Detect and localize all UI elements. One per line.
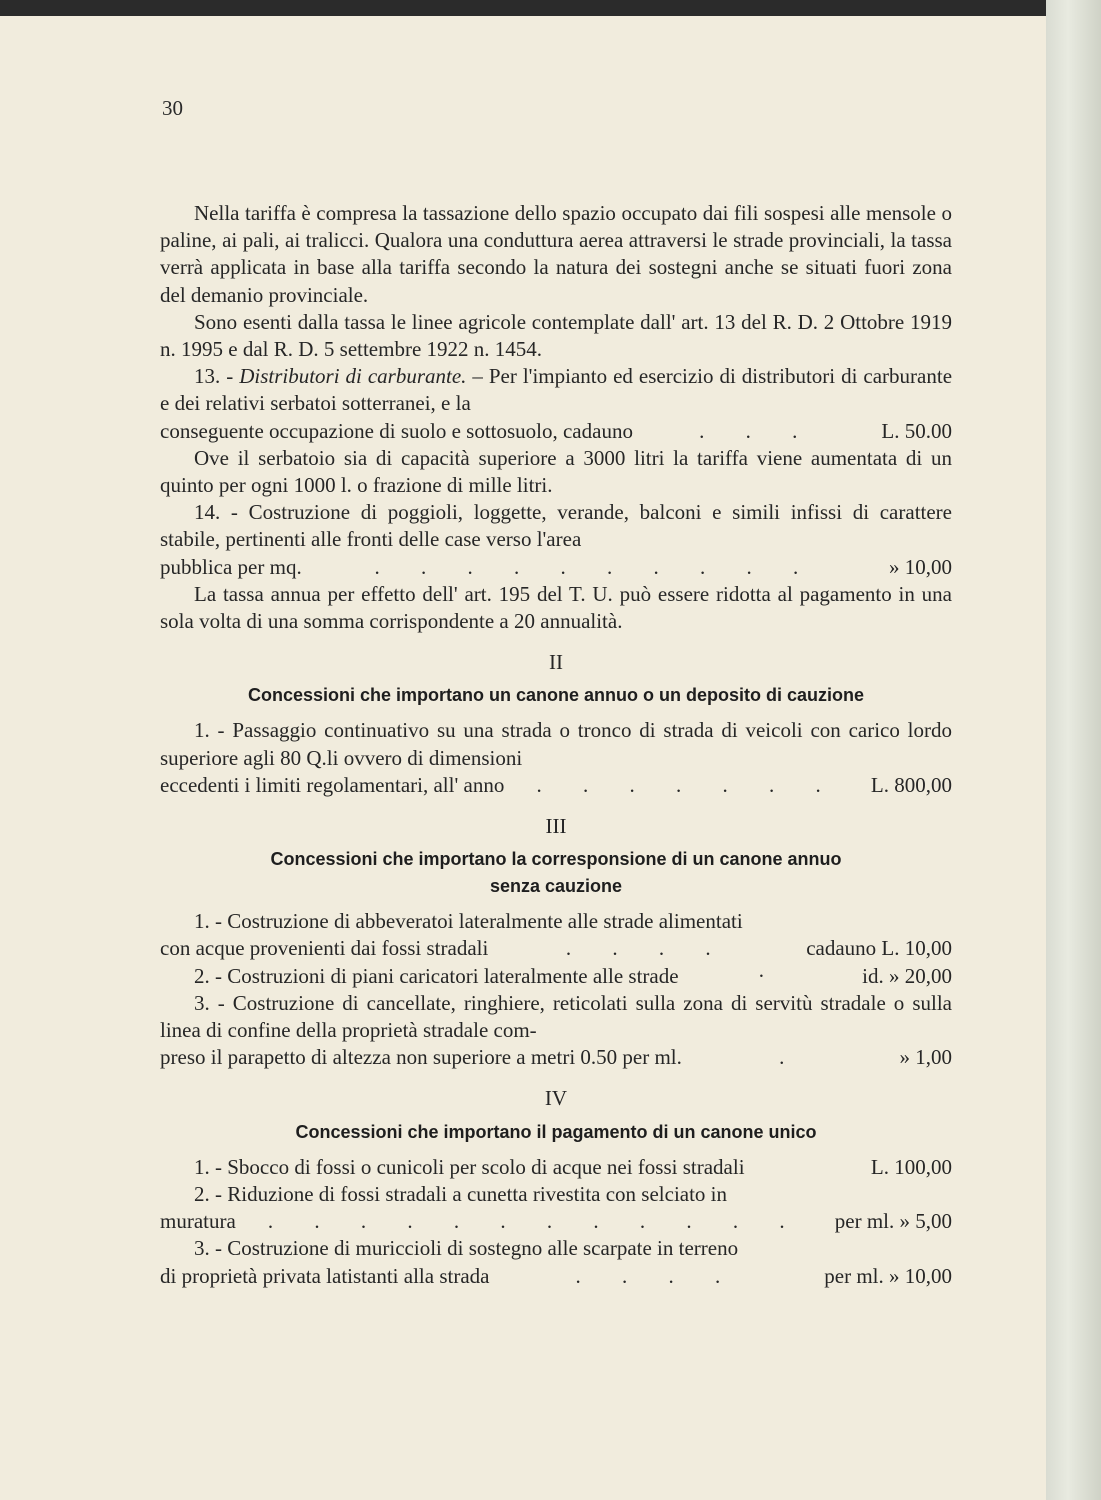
scan-background <box>0 0 1046 16</box>
item-13 <box>160 363 952 417</box>
section-4-item-2-unit: per ml. <box>834 1209 895 1234</box>
document-body <box>160 200 952 1290</box>
section-3-item-2-amount: » 20,00 <box>889 963 952 988</box>
item-13-last-line: conseguente occupazione di suolo e sottosuolo, cadauno <box>160 418 633 443</box>
section-3-item-2-text: 2. - Costruzioni di piani caricatori lateralmente alle strade <box>194 963 679 988</box>
item-13-number: 13. - <box>194 364 234 389</box>
section-4-item-1-text: 1. - Sbocco di fossi o cunicoli per scolo di acque nei fossi stradali <box>194 1154 745 1179</box>
section-3-item-1-price <box>806 935 952 962</box>
section-3-number: III <box>545 814 567 839</box>
item-13-price-row: conseguente occupazione di suolo e sottosuolo, cadauno . . . L. 50.00 <box>160 418 952 445</box>
next-page-edge <box>1046 0 1101 1500</box>
section-4-item-2-price <box>835 1208 952 1235</box>
section-4-item-3: 3. - Costruzione di muriccioli di sostegno alle scarpate in terreno <box>194 1236 739 1261</box>
section-4-item-3-unit: per ml. <box>824 1263 884 1288</box>
section-2-item-1: 1. - Passaggio continuativo su una strada o tronco di strada di veicoli con carico lordo superiore agli 80 Q.li ovvero di dimensioni <box>160 718 952 770</box>
paragraph-tank-capacity: Ove il serbatoio sia di capacità superiore a 3000 litri la tariffa viene aumentata di un quinto per ogni 1000 l. o frazione di mille litri. <box>160 445 952 498</box>
section-4-item-1-price-row <box>160 1154 952 1181</box>
section-3-item-2-price <box>862 963 952 990</box>
section-3-item-1-unit: cadauno <box>806 936 877 961</box>
item-14-price: » 10,00 <box>889 554 952 579</box>
section-3-heading <box>160 846 952 900</box>
item-13-title: Distributori di carburante. <box>239 364 467 389</box>
section-3-item-1: 1. - Costruzione di abbeveratoi lateralmente alle strade alimentati <box>194 909 743 934</box>
item-13-price: L. 50.00 <box>881 418 952 443</box>
section-3-item-3: 3. - Costruzione di cancellate, ringhiere, reticolati sulla zona di servitù stradale o sulla linea di confine della proprietà stradale com- <box>160 990 952 1043</box>
section-4-item-3-price-row: di proprietà privata latistanti alla strada . . . . per ml. » 10,00 <box>160 1263 952 1290</box>
section-2-item-1-last-line: eccedenti i limiti regolamentari, all' anno <box>160 772 505 797</box>
section-4-item-2: 2. - Riduzione di fossi stradali a cunetta rivestita con selciato in <box>194 1181 728 1206</box>
section-2-heading: Concessioni che importano un canone annuo o un deposito di cauzione <box>247 685 865 706</box>
item-14-price-row: pubblica per mq. . . . . . . . . . . » 10,00 <box>160 554 952 581</box>
section-3-item-1-last-line: con acque provenienti dai fossi stradali <box>160 936 489 961</box>
section-4-item-1-price: L. 100,00 <box>870 1154 952 1179</box>
section-4-heading: Concessioni che importano il pagamento di un canone unico <box>295 1121 817 1142</box>
item-14: 14. - Costruzione di poggioli, loggette, verande, balconi e simili infissi di carattere stabile, pertinenti alle fronti delle case verso l'area <box>160 500 952 552</box>
paragraph-annual-tax: La tassa annua per effetto dell' art. 195 del T. U. può essere ridotta al pagamento in una sola volta di una somma corrispondente a 20 annualità. <box>160 581 952 634</box>
section-2-item-1-price: L. 800,00 <box>870 772 952 797</box>
page-number: 30 <box>162 96 183 120</box>
section-4-item-2-amount: » 5,00 <box>899 1209 952 1234</box>
section-3-heading-line-2: senza cauzione <box>489 876 623 897</box>
item-14-last-line: pubblica per mq. <box>160 554 302 579</box>
section-3-item-1-price-row: con acque provenienti dai fossi stradali . . . . cadauno L. 10,00 <box>160 935 952 962</box>
paragraph-exemptions: Sono esenti dalla tassa le linee agricole contemplate dall' art. 13 del R. D. 2 Ottobre 1919 n. 1995 e dal R. D. 5 settembre 1922 n. 1454. <box>160 309 952 362</box>
section-3-item-1-amount: L. 10,00 <box>881 936 952 961</box>
section-2-number: II <box>549 650 563 675</box>
section-3-item-3-price-row: preso il parapetto di altezza non superiore a metri 0.50 per ml. . » 1,00 <box>160 1044 952 1071</box>
section-2-item-1-price-row: eccedenti i limiti regolamentari, all' anno . . . . . . . L. 800,00 <box>160 772 952 799</box>
section-3-item-2-unit: id. <box>862 963 884 988</box>
section-4-item-3-amount: » 10,00 <box>889 1263 952 1288</box>
section-3-item-3-last-line: preso il parapetto di altezza non superiore a metri 0.50 per ml. <box>160 1045 682 1070</box>
section-3-heading-line-1: Concessioni che importano la corresponsione di un canone annuo <box>270 849 842 870</box>
section-4-number: IV <box>544 1086 568 1111</box>
item-13-text: – Per l'impianto ed esercizio di distributori di carburante e dei relativi serbatoi sotterranei, e la <box>160 364 953 416</box>
section-4-item-2-last-line: muratura <box>160 1209 236 1234</box>
section-4-item-3-last-line: di proprietà privata latistanti alla strada <box>160 1263 490 1288</box>
paragraph-wires: Nella tariffa è compresa la tassazione dello spazio occupato dai fili sospesi alle mensole o paline, ai pali, ai tralicci. Qualora una conduttura aerea attraversi le strade provinciali, la tassa verrà applicata in base alla tariffa secondo la natura dei sostegni anche se situati fuori zona del demanio provinciale. <box>160 201 952 307</box>
section-3-item-2-price-row: 2. - Costruzioni di piani caricatori lateralmente alle strade · id. » 20,00 <box>160 963 952 990</box>
section-4-item-3-price <box>824 1263 952 1290</box>
section-3-item-3-price: » 1,00 <box>899 1045 952 1070</box>
section-4-item-2-price-row: muratura . . . . . . . . . . . . per ml. » 5,00 <box>160 1208 952 1235</box>
